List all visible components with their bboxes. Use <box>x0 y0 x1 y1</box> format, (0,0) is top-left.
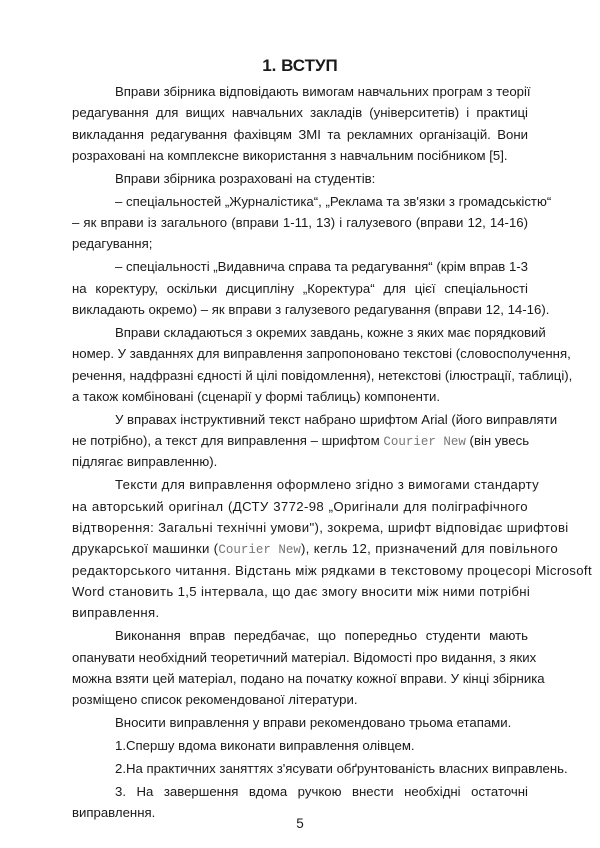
paragraph <box>72 322 573 407</box>
paragraph <box>72 758 568 779</box>
text-line: відтворення: Загальні технічні умови"), зокрема, шрифт відповідає шрифтові <box>72 520 569 536</box>
monospace-font-sample: Courier New <box>218 543 301 558</box>
paragraph <box>72 81 531 166</box>
text-line: Вносити виправлення у вправи рекомендовано трьома етапами. <box>115 715 512 731</box>
text-segment: не потрібно), а текст для виправлення – шрифтом <box>72 433 384 449</box>
text-line: номер. У завданнях для виправлення запропоновано текстові (словосполучення, <box>72 346 571 362</box>
monospace-font-sample: Courier New <box>383 435 466 450</box>
text-line: – спеціальності „Видавнича справа та редагування“ (крім вправ 1-3 <box>115 259 529 275</box>
text-line: Тексти для виправлення оформлено згідно з вимогами стандарту <box>115 477 540 493</box>
text-segment: друкарської машинки ( <box>72 541 219 557</box>
text-line: на авторський оригінал (ДСТУ 3772-98 „Оригінали для поліграфічного <box>72 498 528 514</box>
text-line: 3. На завершення вдома ручкою внести необхідні остаточні <box>115 784 528 800</box>
section-title: 1. ВСТУП <box>262 56 338 75</box>
text-line: редагування для вищих навчальних закладів (університетів) і практиці <box>72 105 528 121</box>
paragraph <box>72 409 558 473</box>
text-line: Виконання вправ передбачає, що попередньо студенти мають <box>115 628 528 644</box>
paragraph <box>72 191 552 255</box>
text-line: викладання редагування фахівцям ЗМІ та рекламних організацій. Вони <box>72 126 528 142</box>
text-line: Вправи складаються з окремих завдань, кожне з яких має порядковий <box>115 325 546 341</box>
paragraph <box>72 712 528 733</box>
text-line: Word становить 1,5 інтервала, що дає змогу вносити між ними потрібні <box>72 583 531 599</box>
page-number: 5 <box>296 816 304 831</box>
text-segment: (він увесь <box>465 433 530 449</box>
text-line: речення, надфразні єдності й цілі повідомлення), нетекстові (ілюстрації, таблиці), <box>72 367 573 383</box>
text-line: розраховані на комплексне використання з навчальним посібником [5]. <box>72 147 508 163</box>
text-line: викладають окремо) – як вправи з галузевого редагування (вправи 12, 14-16). <box>72 302 550 318</box>
text-line: редагування; <box>72 236 153 252</box>
text-line: опанувати необхідний теоретичний матеріал. Відомості про видання, з яких <box>72 649 537 665</box>
text-line: У вправах інструктивний текст набрано шрифтом Arial (його виправляти <box>115 411 558 427</box>
text-line: 1.Спершу вдома виконати виправлення олівцем. <box>115 738 415 754</box>
text-line: а також комбіновані (сценарії у формі таблиць) компоненти. <box>72 388 441 404</box>
text-line <box>72 538 559 559</box>
text-line: – спеціальностей „Журналістика“, „Реклама та зв'язки з громадськістю“ <box>115 193 552 209</box>
text-segment: ), кегль 12, призначений для повільного <box>300 541 559 557</box>
text-line <box>72 430 528 451</box>
text-line: можна взяти цей матеріал, подано на початку кожної вправи. У кінці збірника <box>72 670 545 686</box>
paragraph <box>72 735 528 756</box>
text-line: на коректуру, оскільки дисципліну „Коректура“ для цієї спеціальності <box>72 280 528 296</box>
text-line: – як вправи із загального (вправи 1-11, 13) і галузевого (вправи 12, 14-16) <box>72 215 528 231</box>
text-line: виправлення. <box>72 605 160 621</box>
paragraph <box>72 625 545 710</box>
text-line: редакторського читання. Відстань між рядками в текстовому процесорі Microsoft <box>72 562 592 578</box>
text-line: підлягає виправленню). <box>72 454 218 470</box>
text-line: Вправи збірника розраховані на студентів: <box>115 170 376 186</box>
paragraph <box>72 256 550 320</box>
text-line: Вправи збірника відповідають вимогам навчальних програм з теорії <box>115 84 531 99</box>
paragraph <box>72 168 528 189</box>
text-line: виправлення. <box>72 805 156 821</box>
text-line: розміщено список рекомендованої літератури. <box>72 692 358 708</box>
text-line: 2.На практичних заняттях з'ясувати обґрунтованість власних виправлень. <box>115 761 568 777</box>
paragraph <box>72 474 592 623</box>
document-body <box>72 81 592 825</box>
